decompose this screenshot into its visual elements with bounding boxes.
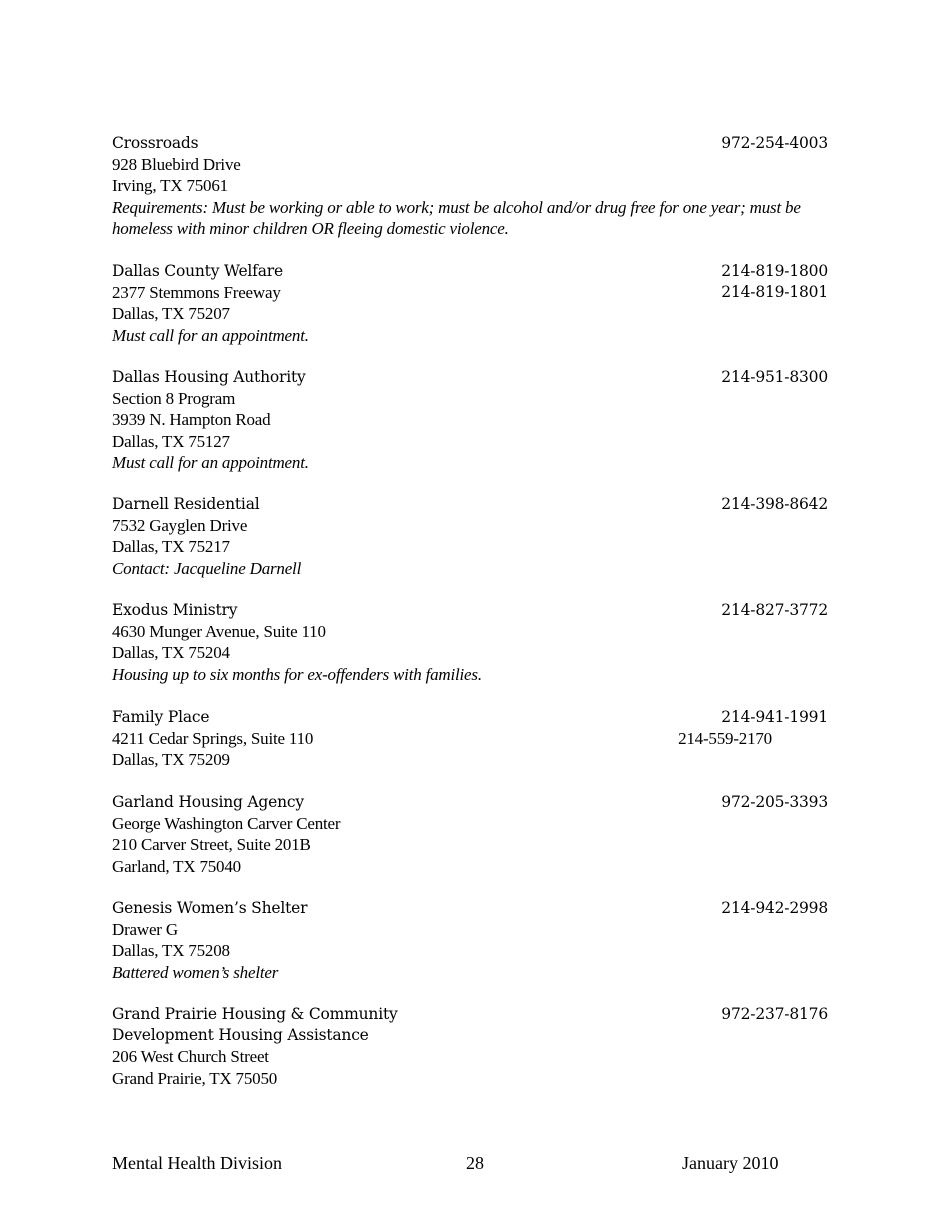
address-line: 210 Carver Street, Suite 201B [112, 835, 311, 855]
listing-name: Dallas County Welfare [112, 262, 283, 280]
listing-phone: 972-237-8176 [721, 1005, 828, 1023]
address-line: 928 Bluebird Drive [112, 155, 241, 175]
city-state-zip: Dallas, TX 75209 [112, 750, 230, 770]
listing-dallas-county-welfare [112, 261, 828, 346]
address-line: 7532 Gayglen Drive [112, 516, 248, 536]
listing-darnell-residential [112, 494, 828, 579]
listing-phone-secondary: 214-819-1801 [721, 283, 828, 302]
city-state-zip: Dallas, TX 75208 [112, 941, 230, 961]
listing-name: Exodus Ministry [112, 601, 238, 619]
listing-name: Family Place [112, 708, 210, 726]
address-line: 4630 Munger Avenue, Suite 110 [112, 622, 326, 642]
listing-phone: 214-398-8642 [721, 495, 828, 513]
city-state-zip: Dallas, TX 75204 [112, 643, 230, 663]
listing-name: Crossroads [112, 134, 199, 152]
listing-note: Housing up to six months for ex-offenders with families. [112, 664, 482, 684]
listing-note: Must call for an appointment. [112, 452, 309, 472]
listing-phone: 214-942-2998 [721, 899, 828, 917]
city-state-zip: Garland, TX 75040 [112, 856, 241, 876]
city-state-zip: Dallas, TX 75207 [112, 304, 230, 324]
listing-note: Requirements: Must be working or able to work; must be alcohol and/or drug free for one year; must be homeless with minor children OR fleeing domestic violence. [112, 197, 801, 238]
listing-name: Genesis Women’s Shelter [112, 899, 308, 917]
listing-note: Contact: Jacqueline Darnell [112, 558, 302, 578]
listing-note: Battered women’s shelter [112, 962, 279, 982]
listing-note: Must call for an appointment. [112, 325, 309, 345]
listing-name-continued: Development Housing Assistance [112, 1026, 369, 1045]
listing-garland-housing-agency [112, 792, 828, 877]
listing-exodus-ministry [112, 600, 828, 685]
listing-phone-secondary: 214-559-2170 [678, 729, 772, 749]
listing-phone: 214-819-1800 [721, 262, 828, 280]
address-line: 206 West Church Street [112, 1047, 269, 1067]
program-line: Section 8 Program [112, 389, 236, 409]
center-line: George Washington Carver Center [112, 814, 341, 834]
city-state-zip: Grand Prairie, TX 75050 [112, 1068, 278, 1088]
city-state-zip: Dallas, TX 75217 [112, 537, 230, 557]
city-state-zip: Irving, TX 75061 [112, 176, 228, 196]
listing-phone: 214-941-1991 [721, 708, 828, 726]
footer-date: January 2010 [682, 1153, 779, 1173]
listing-grand-prairie-housing [112, 1004, 828, 1089]
address-line: 3939 N. Hampton Road [112, 410, 271, 430]
listing-crossroads [112, 133, 828, 239]
footer-division: Mental Health Division [112, 1153, 282, 1173]
listing-name: Darnell Residential [112, 495, 260, 513]
address-line: 4211 Cedar Springs, Suite 110 [112, 729, 314, 749]
listing-name: Dallas Housing Authority [112, 368, 306, 386]
listing-family-place [112, 707, 828, 771]
listing-phone: 214-951-8300 [721, 368, 828, 386]
footer-page-number: 28 [466, 1153, 484, 1173]
address-line: Drawer G [112, 920, 178, 940]
listing-phone: 214-827-3772 [721, 601, 828, 619]
listing-phone: 972-254-4003 [721, 134, 828, 152]
listing-name: Garland Housing Agency [112, 793, 304, 811]
city-state-zip: Dallas, TX 75127 [112, 431, 230, 451]
listing-phone: 972-205-3393 [721, 793, 828, 811]
listing-genesis-womens-shelter [112, 898, 828, 983]
listing-dallas-housing-authority [112, 367, 828, 473]
listing-name: Grand Prairie Housing & Community [112, 1005, 398, 1023]
address-line: 2377 Stemmons Freeway [112, 283, 281, 303]
